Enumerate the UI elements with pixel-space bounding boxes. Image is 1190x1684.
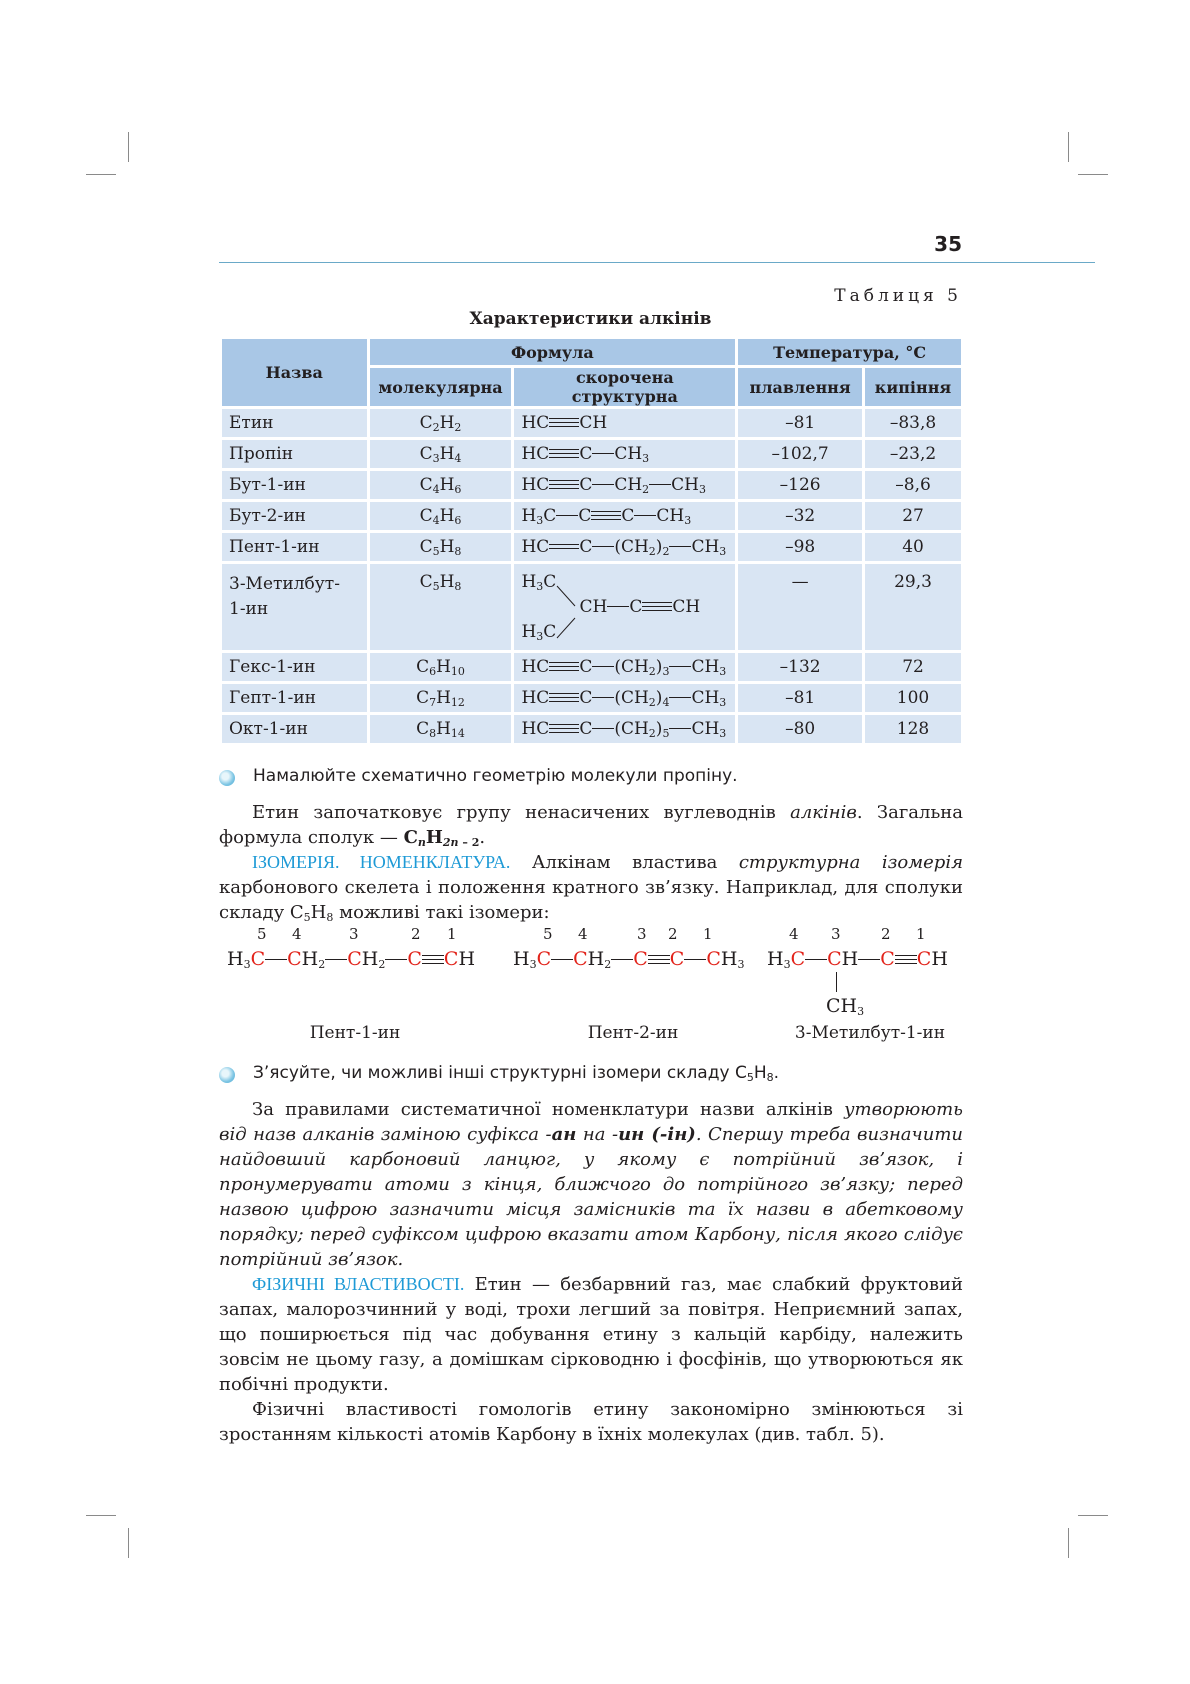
atom-number: 3	[349, 925, 359, 943]
atom-number: 2	[668, 925, 678, 943]
crop-mark	[86, 174, 116, 175]
section-heading: ФІЗИЧНІ ВЛАСТИВОСТІ.	[252, 1274, 465, 1294]
table-label: Таблиця 5	[834, 286, 962, 306]
header-melting: плавлення	[738, 368, 862, 406]
row-melting: –32	[738, 502, 862, 530]
row-structural: $H_3C$ C C $CH_3$	[514, 502, 735, 530]
table-row	[222, 715, 961, 743]
row-melting: –102,7	[738, 440, 862, 468]
atom-number: 5	[543, 925, 553, 943]
row-name: Бут-2-ин	[222, 502, 367, 530]
row-boiling: 128	[865, 715, 961, 743]
row-structural: HC C $CH_2$ $CH_3$	[514, 471, 735, 499]
row-name: Пропін	[222, 440, 367, 468]
row-structural: HC C $(CH_2)_3$ $CH_3$	[514, 653, 735, 681]
page-number: 35	[934, 232, 962, 256]
crop-mark	[1078, 174, 1108, 175]
header-temperature: Температура, °С	[738, 339, 961, 365]
atom-number: 1	[447, 925, 457, 943]
task-bullet-icon	[219, 770, 235, 786]
crop-mark	[128, 1528, 129, 1558]
row-boiling: 100	[865, 684, 961, 712]
table-row	[222, 409, 961, 437]
table-row	[222, 471, 961, 499]
row-structural: HC CH	[514, 409, 735, 437]
table-row	[222, 440, 961, 468]
nomenclature-paragraph: За правилами систематичної номенклатури назви алкінів утворюють від назв алканів заміною суфікса -ан на -ин (-ін). Спершу треба визначити найдовший карбоновий ланцюг, у якому є потрійний зв’язок, і пронумерувати атоми з кінця, ближчого до потрійного зв’язку; перед назвою цифрою зазначити місця замісників та їх назви в абетковому порядку; перед суфіксом цифрою вказати атом Карбону, після якого слідує потрійний зв’язок. ФІЗИЧНІ ВЛАСТИВОСТІ. Етин — безбарвний газ, має слабкий фруктовий запах, малорозчинний у воді, трохи легший за повітря. Неприємний запах, що поширюється під час добування етину з кальцій карбіду, належить зовсім не цьому газу, а домішкам сірководню і фосфінів, що утворюються як побічні продукти. Фізичні властивості гомологів етину закономірно змінюються зі зростанням кількості атомів Карбону в їхніх молекулах (див. табл. 5).	[219, 1099, 963, 1445]
row-name: Пент-1-ин	[222, 533, 367, 561]
row-structural: HC C $(CH_2)_5$ $CH_3$	[514, 715, 735, 743]
table-row	[222, 684, 961, 712]
atom-number: 1	[916, 925, 926, 943]
row-boiling: 27	[865, 502, 961, 530]
crop-mark	[86, 1515, 116, 1516]
isomer-formula-3-methylbut-1-yne: $H_3C$ CH C CH	[767, 948, 948, 971]
header-formula: Формула	[370, 339, 736, 365]
row-molecular: $C_6H_{10}$	[370, 653, 512, 681]
isomer-name: 3-Метилбут-1-ин	[794, 1023, 946, 1043]
row-boiling: –83,8	[865, 409, 961, 437]
row-molecular: $C_7H_{12}$	[370, 684, 512, 712]
task-question: Намалюйте схематично геометрію молекули пропіну.	[253, 766, 738, 786]
row-structural: $H_3C$ CH C CH $H_3C$	[514, 564, 735, 650]
row-name: Бут-1-ин	[222, 471, 367, 499]
atom-number: 3	[637, 925, 647, 943]
row-molecular: $C_4H_6$	[370, 502, 512, 530]
row-name: Етин	[222, 409, 367, 437]
crop-mark	[1068, 1528, 1069, 1558]
isomer-name: Пент-2-ин	[587, 1023, 679, 1043]
header-boiling: кипіння	[865, 368, 961, 406]
row-melting: –80	[738, 715, 862, 743]
row-structural: HC C $CH_3$	[514, 440, 735, 468]
task-question: З’ясуйте, чи можливі інші структурні ізомери складу $C_5H_8$.	[253, 1063, 780, 1084]
crop-mark	[1078, 1515, 1108, 1516]
table-row	[222, 502, 961, 530]
row-melting: –81	[738, 684, 862, 712]
row-name: Гепт-1-ин	[222, 684, 367, 712]
row-molecular: $C_5H_8$	[370, 533, 512, 561]
row-boiling: –23,2	[865, 440, 961, 468]
header-molecular: молекулярна	[370, 368, 512, 406]
atom-number: 4	[789, 925, 799, 943]
row-molecular: $C_4H_6$	[370, 471, 512, 499]
task-bullet-icon	[219, 1067, 235, 1083]
row-name: Окт-1-ин	[222, 715, 367, 743]
row-molecular: $C_8H_{14}$	[370, 715, 512, 743]
atom-number: 2	[881, 925, 891, 943]
atom-number: 4	[292, 925, 302, 943]
intro-paragraph: Етин започатковує групу ненасичених вуглеводнів алкінів. Загальна формула сполук — $C_nH_{2n - 2}$. ІЗОМЕРІЯ. НОМЕНКЛАТУРА. Алкінам властива структурна ізомерія карбонового скелета і положення кратного зв’язку. Наприклад, для сполуки складу $C_5H_8$ можливі такі ізомери:	[219, 802, 963, 924]
header-name: Назва	[222, 339, 367, 406]
atom-number: 1	[703, 925, 713, 943]
row-structural: HC C $(CH_2)_4$ $CH_3$	[514, 684, 735, 712]
row-boiling: –8,6	[865, 471, 961, 499]
isomer-name: Пент-1-ин	[309, 1023, 401, 1043]
row-melting: —	[738, 564, 862, 650]
row-molecular: $C_2H_2$	[370, 409, 512, 437]
row-boiling: 72	[865, 653, 961, 681]
row-melting: –81	[738, 409, 862, 437]
row-melting: –132	[738, 653, 862, 681]
table-row	[222, 564, 961, 650]
atom-number: 4	[578, 925, 588, 943]
methyl-group: $CH_3$	[826, 995, 865, 1018]
crop-mark	[1068, 132, 1069, 162]
atom-number: 2	[411, 925, 421, 943]
table-row	[222, 653, 961, 681]
row-melting: –126	[738, 471, 862, 499]
crop-mark	[128, 132, 129, 162]
isomer-formula-pent-1-yne: $H_3C$ $CH_2$ $CH_2$ C CH	[227, 948, 476, 971]
row-boiling: 40	[865, 533, 961, 561]
table-title: Характеристики алкінів	[469, 309, 712, 329]
isomer-formula-pent-2-yne: $H_3C$ $CH_2$ C C $CH_3$	[513, 948, 745, 971]
section-heading: ІЗОМЕРІЯ. НОМЕНКЛАТУРА.	[252, 852, 511, 872]
row-melting: –98	[738, 533, 862, 561]
row-structural: HC C $(CH_2)_2$ $CH_3$	[514, 533, 735, 561]
header-structural: скорочена структурна	[514, 368, 735, 406]
alkynes-table	[219, 336, 964, 746]
branch-bond	[836, 972, 837, 992]
atom-number: 3	[831, 925, 841, 943]
row-name: 3-Метилбут- 1-ин	[222, 564, 367, 650]
row-molecular: $C_5H_8$	[370, 564, 512, 650]
row-molecular: $C_3H_4$	[370, 440, 512, 468]
final-paragraph: Фізичні властивості гомологів етину закономірно змінюються зі зростанням кількості атомів Карбону в їхніх молекулах (див. табл. 5).	[219, 1399, 963, 1445]
table-row	[222, 533, 961, 561]
row-name: Гекс-1-ин	[222, 653, 367, 681]
row-boiling: 29,3	[865, 564, 961, 650]
header-rule	[219, 262, 1095, 263]
atom-number: 5	[257, 925, 267, 943]
